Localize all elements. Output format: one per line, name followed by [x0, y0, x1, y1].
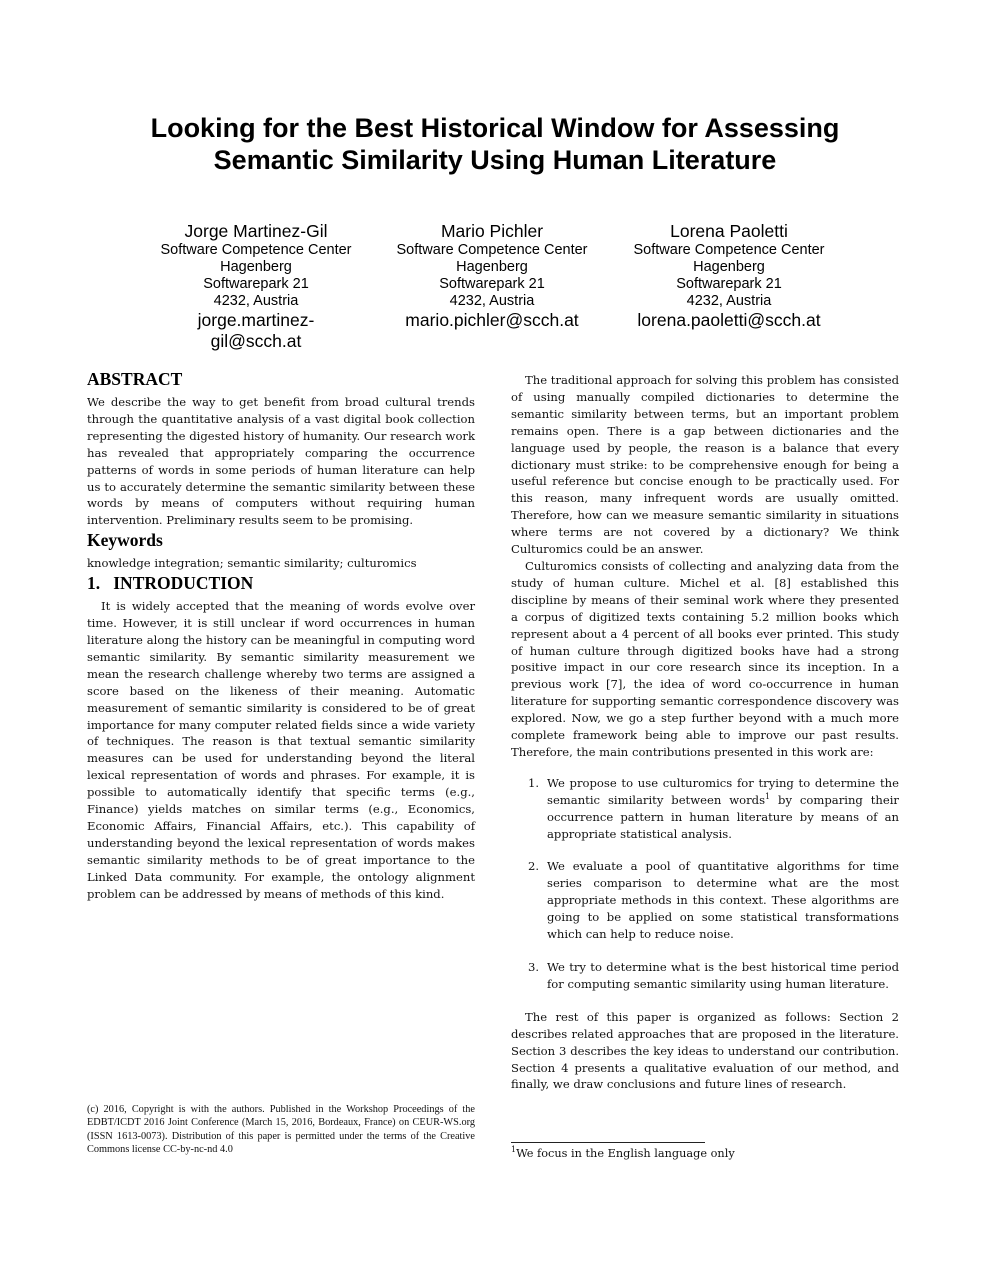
author-3 [611, 220, 847, 331]
list-item-number: 3. [528, 960, 540, 974]
abstract-text: We describe the way to get benefit from broad cultural trends through the quantitative analysis of a vast digital book collection representing the digested history of humanity. Our research work has revealed that appropriately comparing the occurrence patterns of words in some periods of human literature can help us to accurately determine the semantic similarity between these words by means of computers without requiring human intervention. Preliminary results seem to be promising. [87, 395, 475, 528]
left-column [87, 368, 475, 902]
author-name: Lorena Paoletti [670, 221, 788, 241]
list-item-text: We evaluate a pool of quantitative algorithms for time series comparison to determine what are the most appropriate methods in this context. These algorithms are going to be applied on some statistical transformations which can help to reduce noise. [547, 859, 899, 942]
author-affiliation-line: 4232, Austria [686, 293, 772, 309]
keywords-heading: Keywords [87, 530, 163, 551]
author-email: mario.pichler@scch.at [405, 310, 579, 330]
paragraph-culturomics: Culturomics consists of collecting and analyzing data from the study of human culture. Michel et al. [8] established this discipline by means of their seminal work where they presented a corpus of digitized texts containing 5.2 million books which represent about a 4 percent of all books ever printed. This study of human culture through digitized books have had a strong positive impact in our core research since its inception. In a previous work [7], the idea of word co-occurrence in human literature for supporting semantic correspondence discovery was explored. Now, we go a step further beyond with a much more complete framework being able to improve our past results. Therefore, the main contributions presented in this work are: [511, 558, 899, 759]
list-item [511, 775, 899, 843]
contributions-list [511, 775, 899, 993]
author-email: gil@scch.at [210, 331, 302, 351]
paragraph-traditional-approach: The traditional approach for solving this problem has consisted of using manually compiled dictionaries to determine the semantic similarity between terms, but an important problem remains open. There is a gap between dictionaries and the language used by people, the reason is a balance that every dictionary must strike: to be comprehensive enough for being a useful reference but concise enough to be practically used. For this reason, many infrequent words are usually omitted. Therefore, how can we measure semantic similarity in situations where terms are not covered by a dictionary? We think Culturomics could be an answer. [511, 373, 899, 557]
author-affiliation-line: 4232, Austria [213, 293, 299, 309]
footnote [511, 1146, 899, 1162]
footnote-marker: 1 [765, 791, 771, 801]
author-affiliation-line: Softwarepark 21 [676, 276, 782, 292]
author-affiliation-line: Software Competence Center [160, 242, 352, 258]
paragraph-paper-organization: The rest of this paper is organized as follows: Section 2 describes related approaches that are proposed in the literature. Section 3 describes the key ideas to understand our contribution. Section 4 presents a qualitative evaluation of our method, and finally, we draw conclusions and future lines of research. [511, 1009, 899, 1092]
author-affiliation-line: Software Competence Center [396, 242, 588, 258]
author-affiliation-line: Softwarepark 21 [203, 276, 309, 292]
author-affiliation-line: Software Competence Center [633, 242, 825, 258]
list-item-number: 1. [528, 775, 540, 790]
author-email: lorena.paoletti@scch.at [637, 310, 821, 330]
title-line-2: Semantic Similarity Using Human Literature [213, 145, 777, 175]
abstract-heading: ABSTRACT [87, 369, 183, 389]
footnote-divider [511, 1142, 705, 1143]
author-affiliation-line: 4232, Austria [449, 293, 535, 309]
author-email: jorge.martinez- [197, 310, 315, 330]
footnote-number: 1 [511, 1145, 517, 1155]
list-item-number: 2. [528, 859, 540, 874]
footnote-text: We focus in the English language only [516, 1147, 735, 1160]
list-item-text: We propose to use culturomics for trying to determine the semantic similarity between words [547, 775, 899, 807]
paper-title [60, 112, 930, 176]
author-name: Jorge Martinez-Gil [184, 221, 328, 241]
author-affiliation-line: Softwarepark 21 [439, 276, 545, 292]
section-heading-introduction: 1. INTRODUCTION [87, 573, 254, 594]
introduction-text: It is widely accepted that the meaning of words evolve over time. However, it is still unclear if word occurrences in human literature along the history can be meaningful in computing word semantic similarity. By semantic similarity measurement we mean the research challenge whereby two terms are assigned a score based on the likeness of their meaning. Automatic measurement of semantic similarity is considered to be of great importance for many computer related fields since a wide variety of techniques. The reason is that textual semantic similarity measures can be used for understanding beyond the literal lexical representation of words and phrases. For example, it is possible to automatically identify that specific terms (e.g., Finance) yields matches on similar terms (e.g., Economics, Economic Affairs, Financial Affairs, etc.). This capability of understanding beyond the lexical representation of words makes semantic similarity methods to be of great importance to the Linked Data community. For example, the ontology alignment problem can be addressed by means of methods of this kind. [87, 599, 475, 901]
right-column [511, 372, 899, 1093]
list-item-text: We try to determine what is the best historical time period for computing semantic similarity using human literature. [547, 960, 899, 991]
list-item-text-continued: by comparing their occurrence pattern in human literature by means of an appropriate statistical analysis. [547, 792, 899, 841]
author-affiliation-line: Hagenberg [220, 259, 292, 275]
copyright-notice: (c) 2016, Copyright is with the authors. Published in the Workshop Proceedings of the EDBT/ICDT 2016 Joint Conference (March 15, 2016, Bordeaux, France) on CEUR-WS.org (ISSN 1613-0073). Distribution of this paper is permitted under the terms of the Creative Commons license CC-by-nc-nd 4.0 [87, 1104, 475, 1156]
author-affiliation-line: Hagenberg [456, 259, 528, 275]
author-affiliation-line: Hagenberg [693, 259, 765, 275]
keywords-text: knowledge integration; semantic similarity; culturomics [87, 556, 417, 571]
title-line-1: Looking for the Best Historical Window for Assessing [150, 113, 840, 143]
list-item [511, 959, 899, 993]
author-1 [138, 220, 374, 352]
author-name: Mario Pichler [440, 221, 544, 241]
author-2 [374, 220, 610, 331]
list-item [511, 858, 899, 943]
